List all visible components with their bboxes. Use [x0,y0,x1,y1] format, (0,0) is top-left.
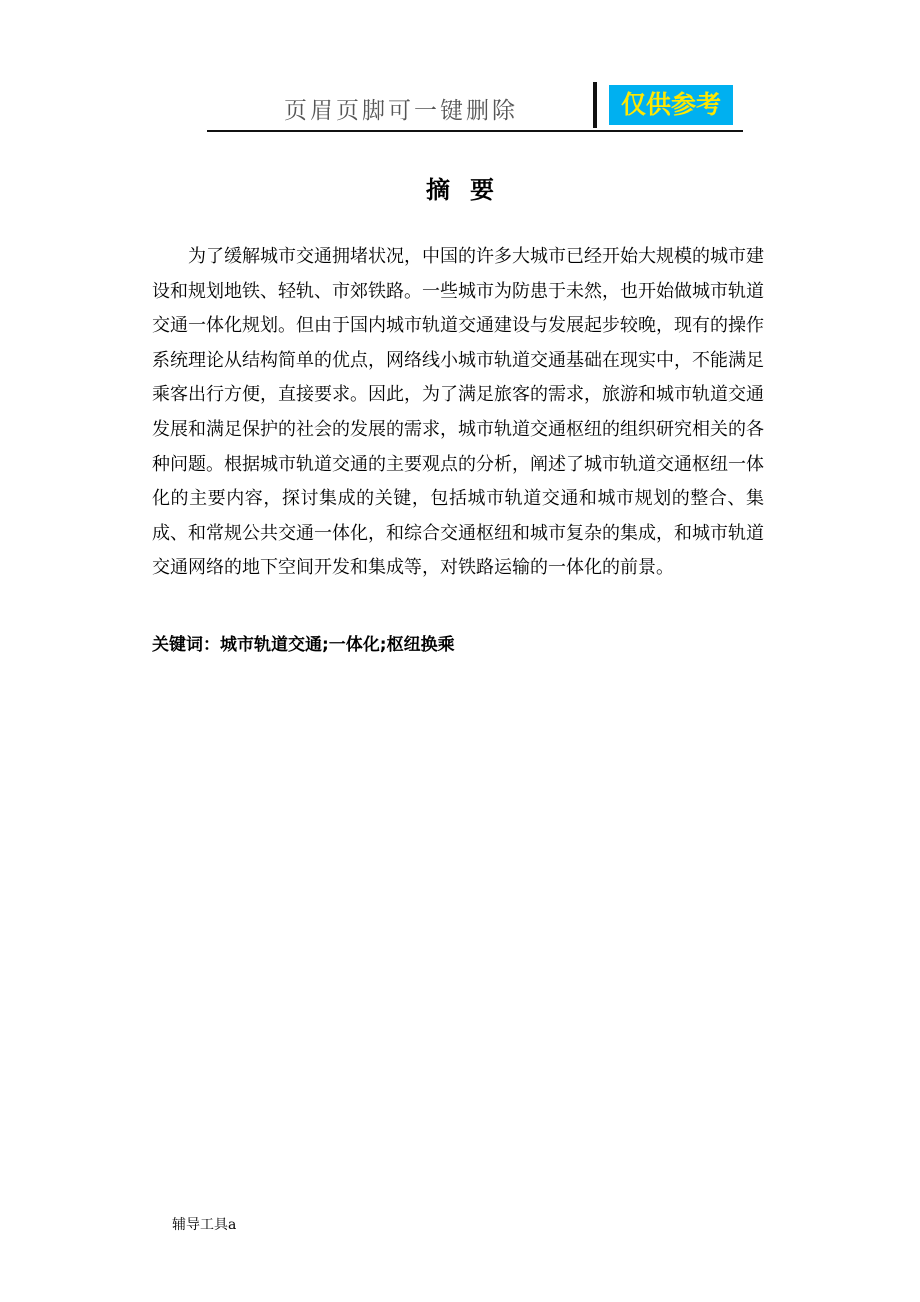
keywords-line [152,633,764,657]
keywords-value: 城市轨道交通;一体化;枢纽换乘 [220,635,455,655]
abstract-title: 摘要 [426,176,514,204]
page-header [207,80,743,134]
header-text: 页眉页脚可一键删除 [284,98,518,124]
reference-only-badge: 仅供参考 [609,85,733,125]
header-rule [207,130,743,132]
keywords-label: 关键词： [152,635,220,655]
page-footer: 辅导工具a [172,1217,237,1233]
header-divider [593,82,597,128]
abstract-paragraph: 为了缓解城市交通拥堵状况，中国的许多大城市已经开始大规模的城市建设和规划地铁、轻轨、市郊铁路。一些城市为防患于未然，也开始做城市轨道交通一体化规划。但由于国内城市轨道交通建设与发展起步较晚，现有的操作系统理论从结构简单的优点，网络线小城市轨道交通基础在现实中，不能满足乘客出行方便，直接要求。因此，为了满足旅客的需求，旅游和城市轨道交通发展和满足保护的社会的发展的需求，城市轨道交通枢纽的组织研究相关的各种问题。根据城市轨道交通的主要观点的分析，阐述了城市轨道交通枢纽一体化的主要内容，探讨集成的关键，包括城市轨道交通和城市规划的整合、集成、和常规公共交通一体化，和综合交通枢纽和城市复杂的集成，和城市轨道交通网络的地下空间开发和集成等，对铁路运输的一体化的前景。 [152,246,764,579]
